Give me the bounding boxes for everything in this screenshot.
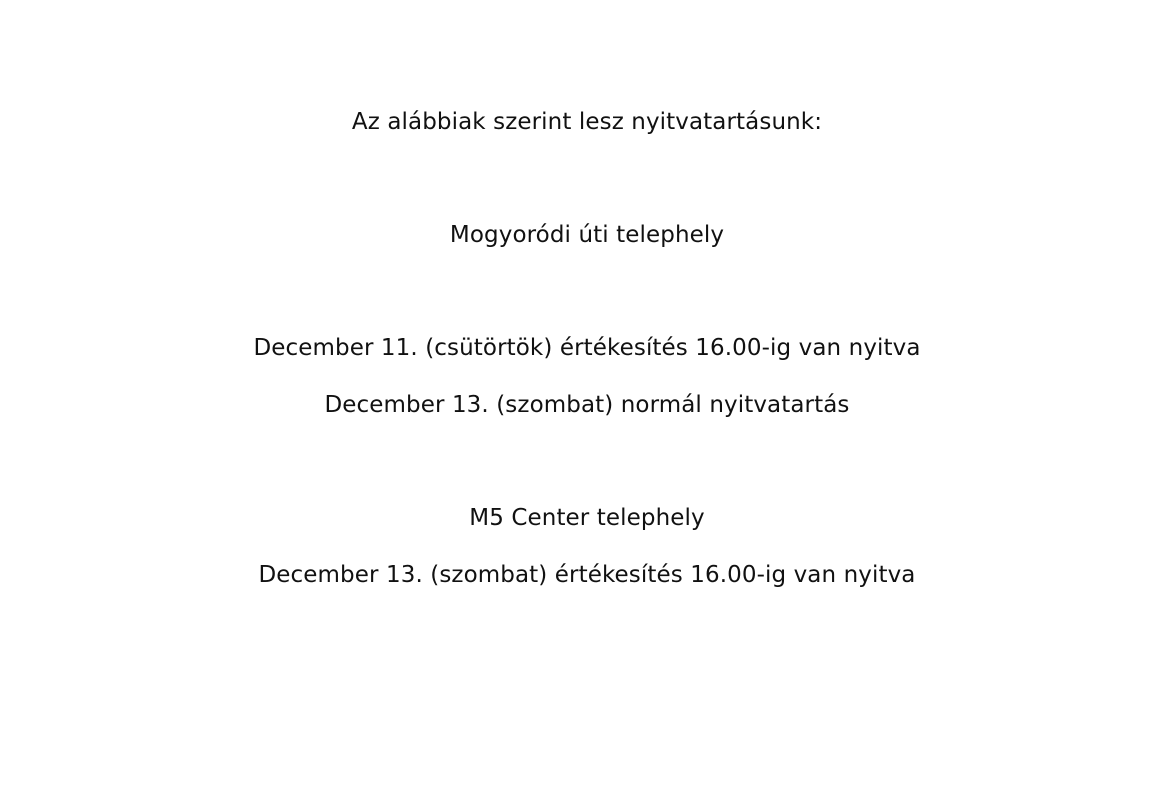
site-hours-line: December 11. (csütörtök) értékesítés 16.00-ig van nyitva: [253, 335, 921, 361]
site-heading-m5-center: M5 Center telephely: [469, 505, 705, 531]
site-hours-line: December 13. (szombat) értékesítés 16.00-ig van nyitva: [258, 562, 916, 588]
site-hours-line: December 13. (szombat) normál nyitvatartás: [324, 392, 850, 418]
site-heading-mogyorodi: Mogyoródi úti telephely: [449, 222, 725, 248]
notice-intro: Az alábbiak szerint lesz nyitvatartásunk:: [351, 109, 823, 135]
